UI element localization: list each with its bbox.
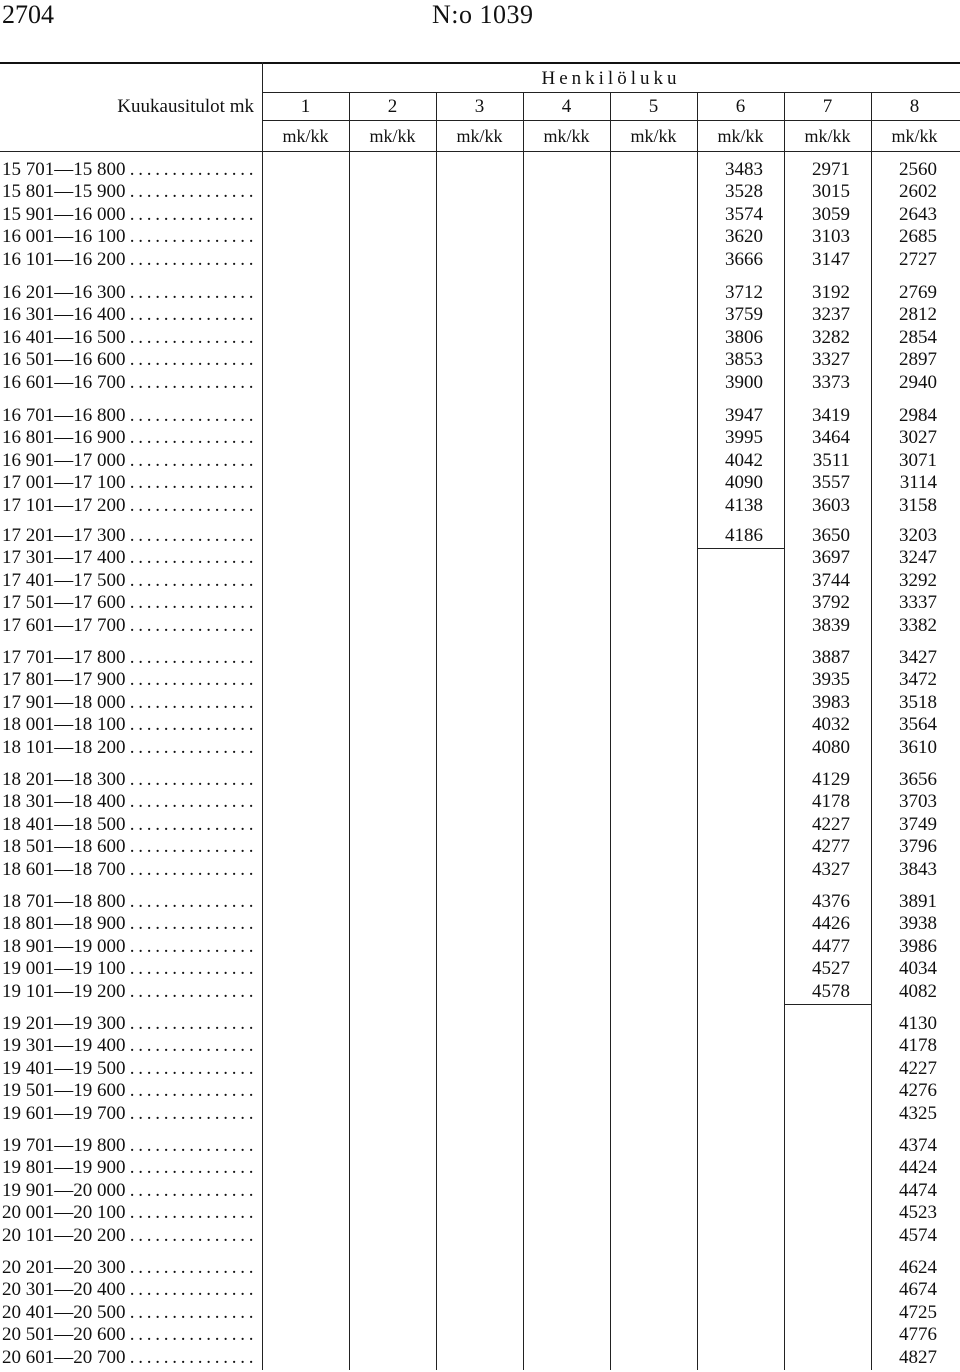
column-end-rule [697, 548, 784, 549]
income-range: 16 101—16 200 . . . [2, 248, 257, 271]
amount-6-persons: 3483 [725, 159, 763, 180]
income-range: 18 601—18 700 . . . [2, 858, 257, 881]
amount-6-persons: 3666 [725, 248, 763, 270]
table-row [0, 890, 960, 913]
table-row [0, 404, 960, 427]
table-row [0, 912, 960, 935]
amount-7-persons: 3419 [812, 405, 850, 426]
amount-7-persons: 3603 [812, 494, 850, 516]
income-range: 20 101—20 200 . . . [2, 1224, 257, 1247]
income-range: 17 601—17 700 . . . [2, 614, 257, 637]
income-range: 20 601—20 700 . . . [2, 1346, 257, 1369]
amount-7-persons: 3373 [812, 371, 850, 393]
amount-8-persons: 3472 [899, 669, 937, 691]
income-range: 16 501—16 600 . . . [2, 348, 257, 371]
person-count-5: 5 [648, 96, 659, 117]
income-range: 17 901—18 000 . . . [2, 691, 257, 714]
amount-8-persons: 2727 [899, 248, 937, 270]
amount-8-persons: 4624 [899, 1257, 937, 1278]
amount-7-persons: 3511 [812, 449, 850, 471]
table-row [0, 225, 960, 248]
amount-8-persons: 4227 [899, 1057, 937, 1079]
amount-8-persons: 2602 [899, 181, 937, 203]
amount-8-persons: 3986 [899, 935, 937, 957]
amount-7-persons: 3935 [812, 669, 850, 691]
unit-label: mk/kk [369, 126, 416, 146]
amount-7-persons: 4578 [812, 980, 850, 1002]
amount-6-persons: 4138 [725, 494, 763, 516]
amount-8-persons: 2854 [899, 326, 937, 348]
table-row [0, 614, 960, 637]
amount-7-persons: 3059 [812, 203, 850, 225]
amount-8-persons: 4674 [899, 1279, 937, 1301]
table-row [0, 1057, 960, 1080]
person-count-1: 1 [300, 96, 311, 117]
amount-8-persons: 4082 [899, 980, 937, 1002]
income-range: 19 101—19 200 . . . [2, 980, 257, 1003]
table-row [0, 713, 960, 736]
income-range: 15 801—15 900 . . . [2, 180, 257, 203]
amount-6-persons: 3620 [725, 226, 763, 248]
income-range: 17 301—17 400 . . . [2, 546, 257, 569]
amount-8-persons: 4523 [899, 1202, 937, 1224]
table-row [0, 980, 960, 1003]
person-count-7: 7 [822, 96, 833, 117]
amount-8-persons: 3114 [899, 472, 937, 494]
amount-6-persons: 4090 [725, 472, 763, 494]
amount-8-persons: 3027 [899, 427, 937, 449]
amount-8-persons: 3427 [899, 647, 937, 668]
income-range: 17 501—17 600 . . . [2, 591, 257, 614]
table-row [0, 691, 960, 714]
table-row [0, 1278, 960, 1301]
amount-8-persons: 3292 [899, 569, 937, 591]
amount-8-persons: 3891 [899, 891, 937, 912]
amount-6-persons: 3806 [725, 326, 763, 348]
unit-label: mk/kk [717, 126, 764, 146]
amount-6-persons: 3900 [725, 371, 763, 393]
table-row [0, 813, 960, 836]
amount-8-persons: 2940 [899, 371, 937, 393]
amount-8-persons: 3247 [899, 547, 937, 569]
amount-8-persons: 3610 [899, 736, 937, 758]
income-range: 18 501—18 600 . . . [2, 835, 257, 858]
income-range: 19 201—19 300 . . . [2, 1012, 257, 1035]
table-row [0, 281, 960, 304]
table-row [0, 449, 960, 472]
table-row [0, 426, 960, 449]
amount-8-persons: 3564 [899, 714, 937, 736]
amount-6-persons: 4186 [725, 525, 763, 546]
table-row [0, 203, 960, 226]
income-range: 16 701—16 800 . . . [2, 404, 257, 427]
income-range: 18 201—18 300 . . . [2, 768, 257, 791]
unit-label: mk/kk [282, 126, 329, 146]
table-row [0, 736, 960, 759]
table-row [0, 591, 960, 614]
table-row [0, 1301, 960, 1324]
amount-8-persons: 3843 [899, 858, 937, 880]
amount-8-persons: 3796 [899, 836, 937, 858]
amount-8-persons: 2984 [899, 405, 937, 426]
amount-7-persons: 3237 [812, 304, 850, 326]
amount-8-persons: 4178 [899, 1035, 937, 1057]
table-row [0, 935, 960, 958]
person-count-3: 3 [474, 96, 485, 117]
income-column-header: Kuukausitulot mk [117, 96, 254, 117]
person-count-group-title: Henkilöluku [541, 68, 681, 89]
table-row [0, 1256, 960, 1279]
amount-8-persons: 4276 [899, 1080, 937, 1102]
table-row [0, 858, 960, 881]
amount-7-persons: 4376 [812, 891, 850, 912]
amount-7-persons: 4277 [812, 836, 850, 858]
income-range: 17 701—17 800 . . . [2, 646, 257, 669]
person-count-8: 8 [909, 96, 920, 117]
income-range: 19 901—20 000 . . . [2, 1179, 257, 1202]
amount-6-persons: 3995 [725, 427, 763, 449]
amount-7-persons: 3697 [812, 547, 850, 569]
page-number: 2704 [2, 0, 54, 29]
amount-8-persons: 3158 [899, 494, 937, 516]
table-row [0, 303, 960, 326]
table-row [0, 524, 960, 547]
amount-8-persons: 4574 [899, 1224, 937, 1246]
table-row [0, 1224, 960, 1247]
table-row [0, 646, 960, 669]
income-range: 16 201—16 300 . . . [2, 281, 257, 304]
table-row [0, 1323, 960, 1346]
table-row [0, 1201, 960, 1224]
amount-6-persons: 3853 [725, 349, 763, 371]
income-range: 16 301—16 400 . . . [2, 303, 257, 326]
amount-8-persons: 4827 [899, 1346, 937, 1368]
amount-8-persons: 3656 [899, 769, 937, 790]
amount-7-persons: 4227 [812, 813, 850, 835]
amount-8-persons: 4776 [899, 1324, 937, 1346]
amount-8-persons: 4474 [899, 1179, 937, 1201]
table-row [0, 1346, 960, 1369]
amount-8-persons: 4130 [899, 1013, 937, 1034]
amount-7-persons: 3557 [812, 472, 850, 494]
income-range: 19 801—19 900 . . . [2, 1156, 257, 1179]
table-row [0, 1156, 960, 1179]
income-range: 17 101—17 200 . . . [2, 494, 257, 517]
amount-8-persons: 4725 [899, 1301, 937, 1323]
amount-6-persons: 3712 [725, 282, 763, 303]
table-row [0, 569, 960, 592]
income-range: 16 901—17 000 . . . [2, 449, 257, 472]
amount-8-persons: 4034 [899, 958, 937, 980]
amount-8-persons: 3518 [899, 691, 937, 713]
unit-label: mk/kk [630, 126, 677, 146]
table-row [0, 768, 960, 791]
unit-label: mk/kk [456, 126, 503, 146]
amount-8-persons: 3938 [899, 913, 937, 935]
amount-8-persons: 4374 [899, 1135, 937, 1156]
table-row [0, 668, 960, 691]
amount-8-persons: 2897 [899, 349, 937, 371]
table-row [0, 1102, 960, 1125]
amount-6-persons: 3528 [725, 181, 763, 203]
amount-7-persons: 4032 [812, 714, 850, 736]
amount-7-persons: 3650 [812, 525, 850, 546]
table-row [0, 790, 960, 813]
income-range: 18 001—18 100 . . . [2, 713, 257, 736]
income-range: 19 601—19 700 . . . [2, 1102, 257, 1125]
income-range: 19 401—19 500 . . . [2, 1057, 257, 1080]
amount-8-persons: 2812 [899, 304, 937, 326]
amount-7-persons: 4327 [812, 858, 850, 880]
amount-8-persons: 3382 [899, 614, 937, 636]
income-range: 19 501—19 600 . . . [2, 1079, 257, 1102]
amount-7-persons: 4477 [812, 935, 850, 957]
amount-7-persons: 3015 [812, 181, 850, 203]
table-row [0, 494, 960, 517]
table-row [0, 835, 960, 858]
table-row [0, 158, 960, 181]
income-range: 20 201—20 300 . . . [2, 1256, 257, 1279]
statute-number: N:o 1039 [432, 0, 534, 29]
income-range: 16 801—16 900 . . . [2, 426, 257, 449]
income-range: 17 201—17 300 . . . [2, 524, 257, 547]
amount-7-persons: 3103 [812, 226, 850, 248]
amount-7-persons: 3464 [812, 427, 850, 449]
table-row [0, 1134, 960, 1157]
amount-7-persons: 4129 [812, 769, 850, 790]
income-range: 18 801—18 900 . . . [2, 912, 257, 935]
income-range: 20 501—20 600 . . . [2, 1323, 257, 1346]
income-range: 16 001—16 100 . . . [2, 225, 257, 248]
table-row [0, 1179, 960, 1202]
amount-6-persons: 4042 [725, 449, 763, 471]
table-row [0, 957, 960, 980]
amount-7-persons: 2971 [812, 159, 850, 180]
table-row [0, 348, 960, 371]
amount-7-persons: 3192 [812, 282, 850, 303]
person-count-6: 6 [735, 96, 746, 117]
income-range: 19 701—19 800 . . . [2, 1134, 257, 1157]
amount-8-persons: 3703 [899, 791, 937, 813]
column-end-rule [784, 1004, 871, 1005]
income-range: 17 801—17 900 . . . [2, 668, 257, 691]
income-range: 17 401—17 500 . . . [2, 569, 257, 592]
header-rule-top [262, 92, 960, 93]
amount-8-persons: 2643 [899, 203, 937, 225]
income-range: 18 701—18 800 . . . [2, 890, 257, 913]
table-row [0, 546, 960, 569]
amount-8-persons: 3071 [899, 449, 937, 471]
income-range: 20 301—20 400 . . . [2, 1278, 257, 1301]
table-row [0, 371, 960, 394]
amount-8-persons: 4325 [899, 1102, 937, 1124]
amount-7-persons: 4080 [812, 736, 850, 758]
amount-8-persons: 2560 [899, 159, 937, 180]
unit-label: mk/kk [543, 126, 590, 146]
amount-6-persons: 3574 [725, 203, 763, 225]
income-range: 18 101—18 200 . . . [2, 736, 257, 759]
amount-8-persons: 3203 [899, 525, 937, 546]
amount-7-persons: 3147 [812, 248, 850, 270]
income-range: 20 001—20 100 . . . [2, 1201, 257, 1224]
amount-8-persons: 4424 [899, 1157, 937, 1179]
income-range: 16 401—16 500 . . . [2, 326, 257, 349]
amount-7-persons: 4527 [812, 958, 850, 980]
unit-label: mk/kk [804, 126, 851, 146]
income-range: 15 901—16 000 . . . [2, 203, 257, 226]
amount-8-persons: 3749 [899, 813, 937, 835]
header-rule-bottom [0, 151, 960, 152]
amount-7-persons: 4426 [812, 913, 850, 935]
amount-7-persons: 3744 [812, 569, 850, 591]
amount-7-persons: 3792 [812, 592, 850, 614]
income-range: 18 401—18 500 . . . [2, 813, 257, 836]
amount-7-persons: 3983 [812, 691, 850, 713]
income-range: 20 401—20 500 . . . [2, 1301, 257, 1324]
income-range: 19 301—19 400 . . . [2, 1034, 257, 1057]
table-row [0, 180, 960, 203]
table-row [0, 326, 960, 349]
table-row [0, 1012, 960, 1035]
amount-8-persons: 2769 [899, 282, 937, 303]
table-row [0, 248, 960, 271]
income-range: 19 001—19 100 . . . [2, 957, 257, 980]
person-count-2: 2 [387, 96, 398, 117]
amount-6-persons: 3947 [725, 405, 763, 426]
amount-6-persons: 3759 [725, 304, 763, 326]
income-range: 18 901—19 000 . . . [2, 935, 257, 958]
income-range: 16 601—16 700 . . . [2, 371, 257, 394]
table-row [0, 1079, 960, 1102]
unit-label: mk/kk [891, 126, 938, 146]
table-row [0, 471, 960, 494]
income-range: 18 301—18 400 . . . [2, 790, 257, 813]
amount-7-persons: 3327 [812, 349, 850, 371]
table-row [0, 1034, 960, 1057]
person-count-4: 4 [561, 96, 572, 117]
amount-7-persons: 3282 [812, 326, 850, 348]
income-range: 15 701—15 800 . . . [2, 158, 257, 181]
amount-7-persons: 3887 [812, 647, 850, 668]
amount-7-persons: 4178 [812, 791, 850, 813]
header-rule-middle [262, 120, 960, 121]
income-range: 17 001—17 100 . . . [2, 471, 257, 494]
amount-7-persons: 3839 [812, 614, 850, 636]
amount-8-persons: 2685 [899, 226, 937, 248]
amount-8-persons: 3337 [899, 592, 937, 614]
